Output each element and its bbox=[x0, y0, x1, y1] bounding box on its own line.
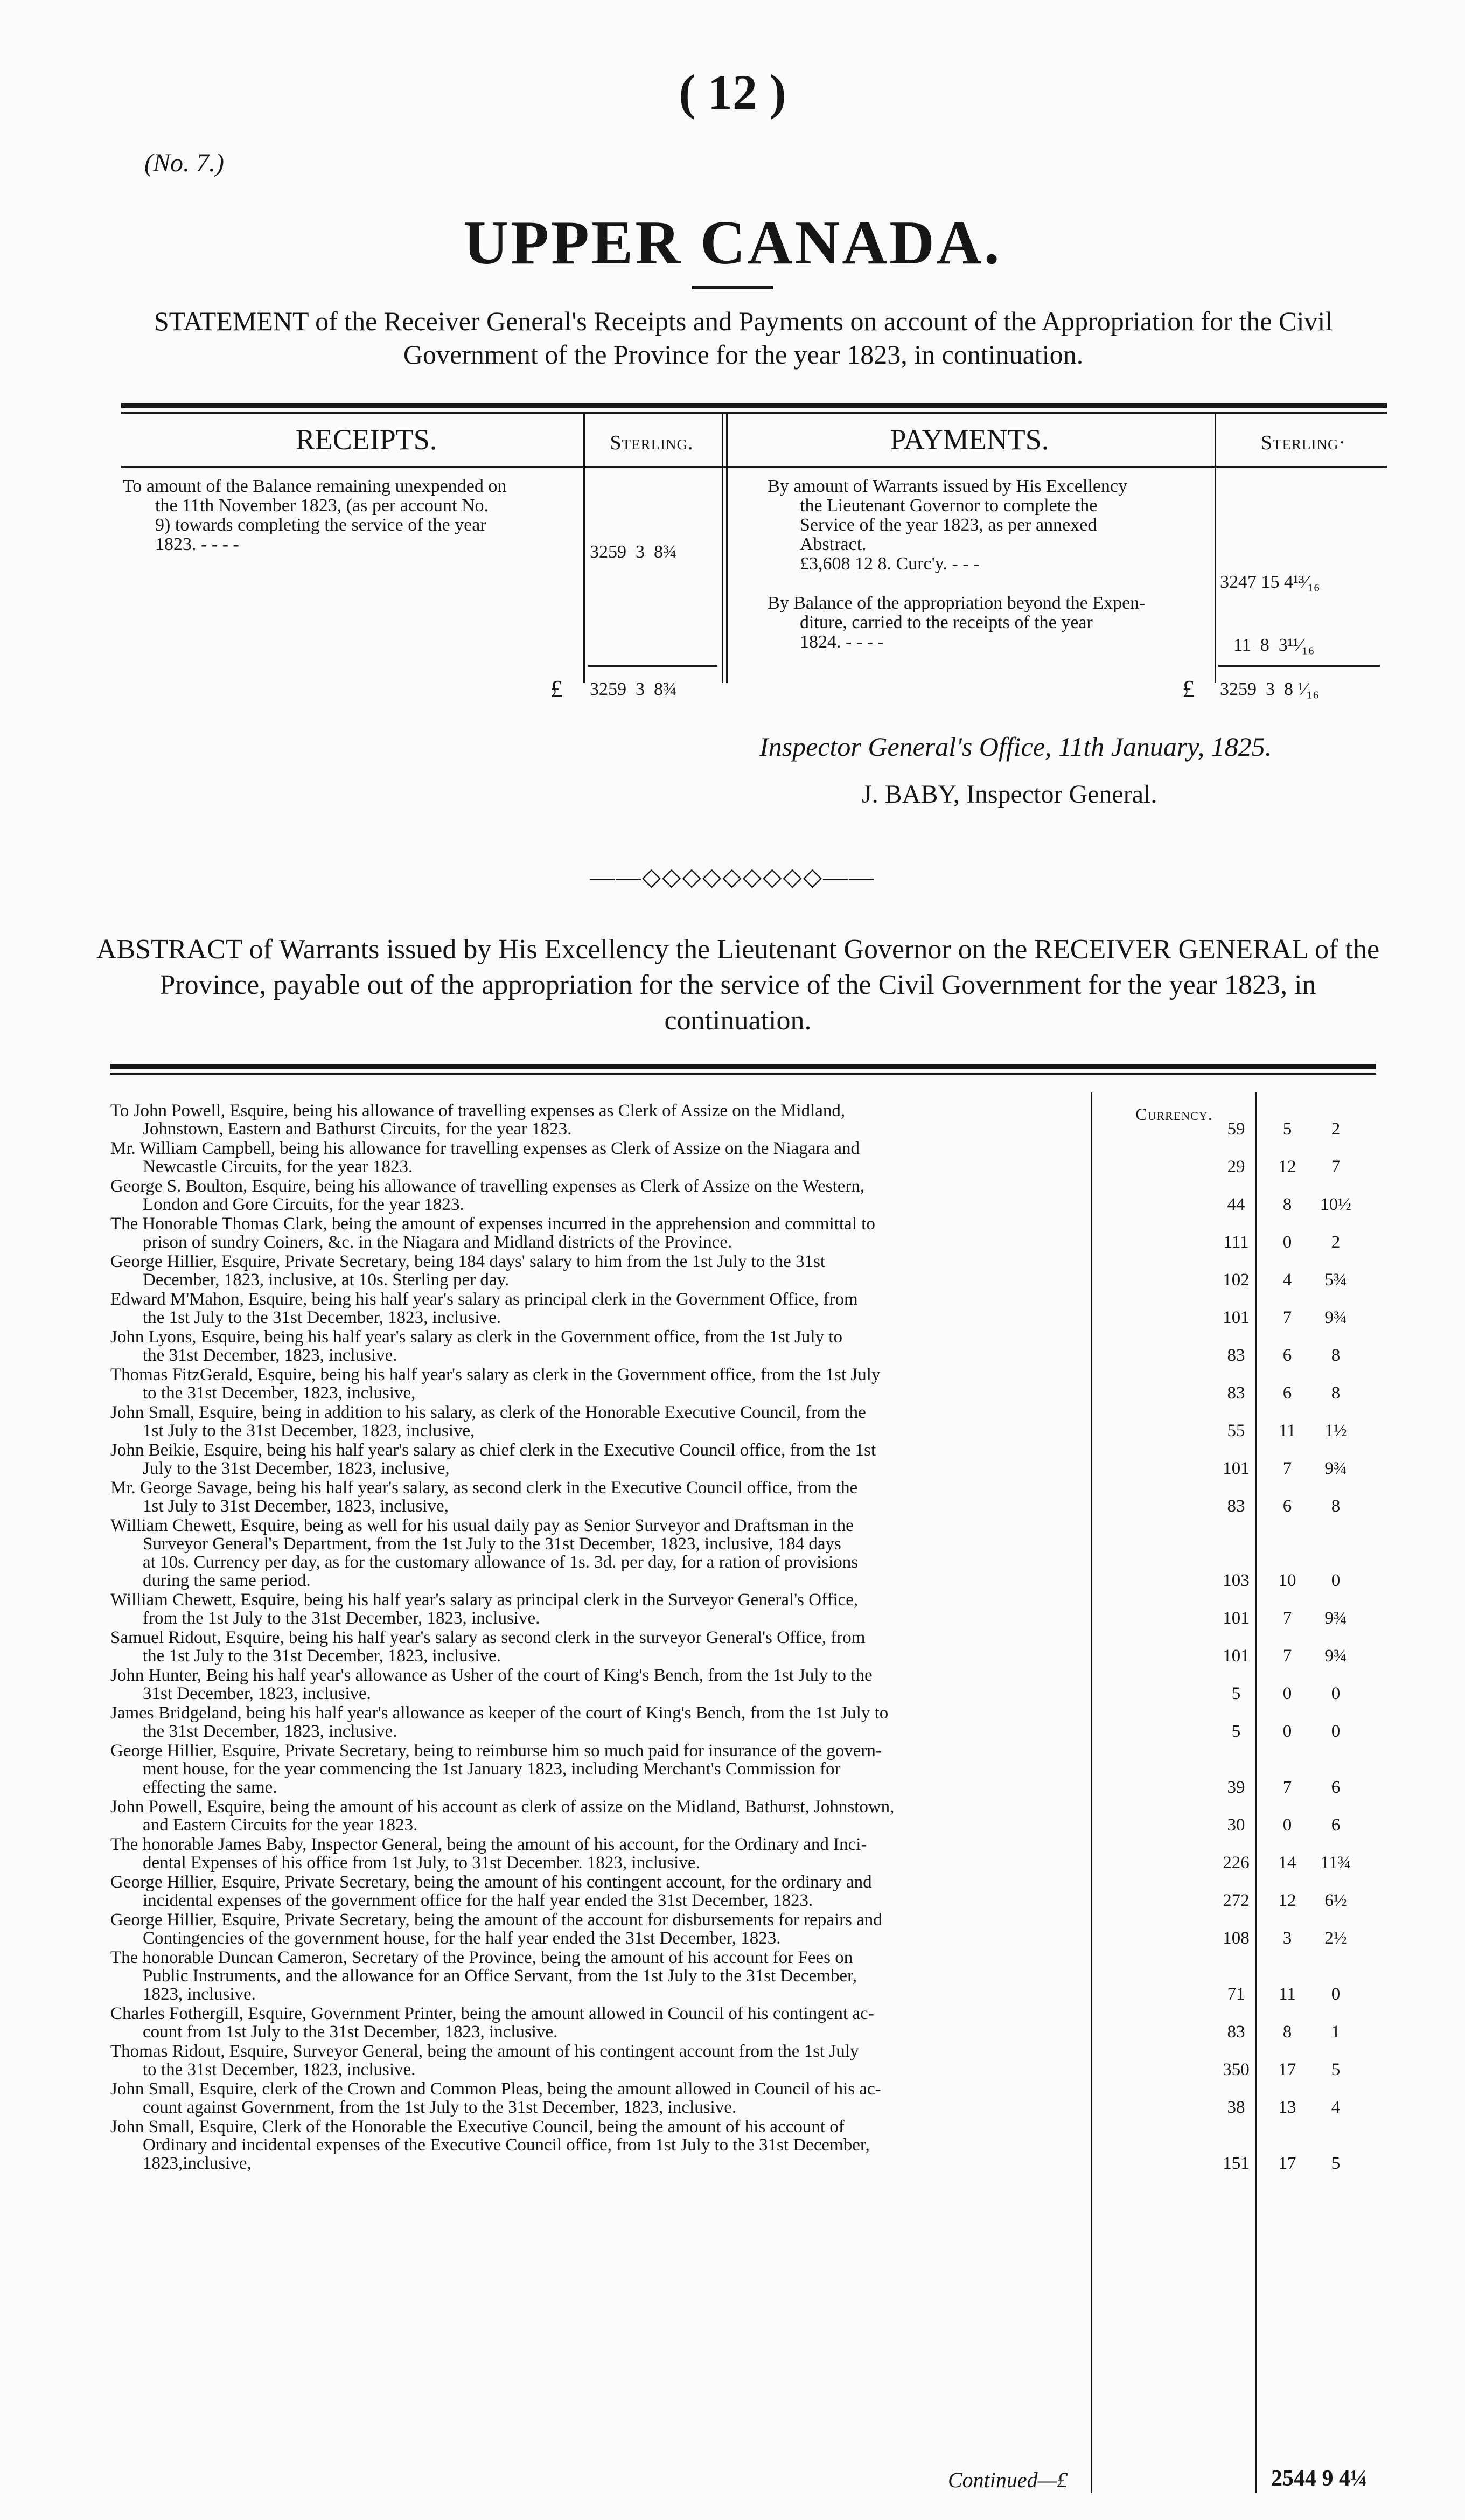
shillings-value: 12 bbox=[1278, 1891, 1296, 1910]
warrant-amount bbox=[1209, 1346, 1365, 1365]
table-row bbox=[110, 1403, 1347, 1440]
pence-value: 6 bbox=[1331, 1815, 1341, 1835]
shillings-value: 11 bbox=[1279, 1985, 1296, 2004]
shillings-value: 12 bbox=[1278, 1157, 1296, 1177]
pounds-value: 151 bbox=[1223, 2154, 1250, 2173]
warrant-amount bbox=[1209, 1195, 1365, 1214]
warrant-description: Mr. George Savage, being his half year's salary, as second clerk in the Executive Council office, from the 1st July to 31st December, 1823, inclusive, bbox=[110, 1478, 858, 1516]
pounds-value: 83 bbox=[1227, 1496, 1245, 1516]
shillings-value: 0 bbox=[1282, 1684, 1292, 1703]
table-row bbox=[110, 1666, 1341, 1703]
pound-symbol: £ bbox=[550, 675, 563, 702]
receipt-amount: 3259 3 8¾ bbox=[590, 542, 677, 562]
pounds-value: 101 bbox=[1223, 1646, 1250, 1666]
pence-value: 0 bbox=[1331, 1985, 1341, 2004]
table-row bbox=[110, 1516, 1341, 1590]
warrant-description: The honorable James Baby, Inspector General, being the amount of his account, for the Ordinary and Inci- dental Expenses of his office from 1st July, to 31st December. 1823, inclusive. bbox=[110, 1835, 867, 1872]
column-divider bbox=[583, 414, 585, 683]
pounds-value: 101 bbox=[1223, 1308, 1250, 1327]
pence-value: 1 bbox=[1331, 2022, 1341, 2042]
ornament-divider: ——◇◇◇◇◇◇◇◇◇—— bbox=[590, 863, 875, 890]
pence-value: 9¾ bbox=[1324, 1308, 1347, 1327]
pounds-value: 5 bbox=[1231, 1722, 1241, 1741]
pence-value: 11¾ bbox=[1320, 1853, 1351, 1872]
warrant-amount bbox=[1209, 1722, 1365, 1741]
warrant-amount bbox=[1209, 1816, 1365, 1834]
warrant-amount bbox=[1209, 1308, 1365, 1327]
shillings-value: 17 bbox=[1278, 2154, 1296, 2173]
warrant-description: John Beikie, Esquire, being his half year's salary as chief clerk in the Executive Council office, from the 1st July to the 31st December, 1823, inclusive, bbox=[110, 1440, 876, 1478]
warrant-amount bbox=[1209, 2154, 1365, 2173]
abstract-heading: ABSTRACT of Warrants issued by His Excellency the Lieutenant Governor on the RECEIVER GENERAL of the Province, payable out of the appropriation for the service of the Civil Government for the year 1823, in continuation. bbox=[96, 934, 1380, 1036]
warrant-amount bbox=[1209, 1609, 1365, 1627]
shillings-value: 0 bbox=[1282, 1815, 1292, 1835]
warrant-description: Thomas Ridout, Esquire, Surveyor General, being the amount of his contingent account from the 1st July to the 31st December, 1823, inclusive. bbox=[110, 2042, 859, 2079]
pence-value: 6 bbox=[1331, 1778, 1341, 1797]
pounds-value: 39 bbox=[1227, 1778, 1245, 1797]
table-row bbox=[110, 1252, 1347, 1290]
pounds-value: 350 bbox=[1223, 2060, 1250, 2079]
table-row bbox=[110, 1741, 1341, 1797]
pence-value: 5 bbox=[1331, 2060, 1341, 2079]
warrant-description: The Honorable Thomas Clark, being the amount of expenses incurred in the apprehension and committal to prison of sundry Coiners, &c. in the Niagara and Midland districts of the Province. bbox=[110, 1214, 875, 1252]
pence-value: 5¾ bbox=[1324, 1270, 1347, 1290]
warrant-amount bbox=[1209, 1571, 1365, 1590]
table-row bbox=[110, 1835, 1351, 1872]
shillings-value: 7 bbox=[1282, 1778, 1292, 1797]
pence-value: 10½ bbox=[1320, 1195, 1351, 1214]
table-row bbox=[110, 1327, 1341, 1365]
header-bottom-rule bbox=[121, 466, 1387, 468]
warrant-description: George S. Boulton, Esquire, being his allowance of travelling expenses as Clerk of Assize on the Western, London and Gore Circuits, for the year 1823. bbox=[110, 1177, 865, 1214]
warrant-description: George Hillier, Esquire, Private Secretary, being the amount of the account for disbursements for repairs and Contingencies of the government house, for the half year ended the 31st December, 1823. bbox=[110, 1910, 882, 1948]
shillings-value: 7 bbox=[1282, 1609, 1292, 1628]
pence-value: 9¾ bbox=[1324, 1609, 1347, 1628]
warrant-description: Mr. William Campbell, being his allowance for travelling expenses as Clerk of Assize on the Niagara and Newcastle Circuits, for the year 1823. bbox=[110, 1139, 860, 1177]
pounds-value: 29 bbox=[1227, 1157, 1245, 1177]
pence-value: 2½ bbox=[1324, 1929, 1347, 1948]
pounds-value: 55 bbox=[1227, 1421, 1245, 1440]
payments-sum-rule bbox=[1218, 665, 1380, 667]
receipts-total: 3259 3 8¾ bbox=[590, 679, 677, 699]
shillings-value: 6 bbox=[1282, 1346, 1292, 1365]
payments-heading: PAYMENTS. bbox=[890, 423, 1049, 456]
shillings-value: 6 bbox=[1282, 1383, 1292, 1403]
table-row bbox=[110, 1365, 1341, 1403]
shillings-value: 6 bbox=[1282, 1496, 1292, 1516]
pence-value: 4 bbox=[1331, 2098, 1341, 2117]
table-row bbox=[110, 1628, 1347, 1666]
warrant-description: George Hillier, Esquire, Private Secretary, being to reimburse him so much paid for insurance of the govern- ment house, for the year commencing the 1st January 1823, including Merchant's Commission for effecting the same. bbox=[110, 1741, 882, 1797]
pounds-value: 108 bbox=[1223, 1929, 1250, 1948]
warrant-description: George Hillier, Esquire, Private Secretary, being the amount of his contingent account, for the ordinary and incidental expenses of the government office for the half year ended the 31st December, 1823. bbox=[110, 1872, 872, 1910]
warrant-description: John Small, Esquire, clerk of the Crown and Common Pleas, being the amount allowed in Council of his ac- count against Government, from the 1st July to the 31st December, 1823, inclusive. bbox=[110, 2079, 881, 2117]
pounds-value: 5 bbox=[1231, 1684, 1241, 1703]
shillings-value: 8 bbox=[1282, 2022, 1292, 2042]
table-row bbox=[110, 1872, 1347, 1910]
shillings-value: 11 bbox=[1279, 1421, 1296, 1440]
payment-amount: 11 8 3¹¹⁄₁₆ bbox=[1233, 635, 1315, 655]
warrant-description: John Hunter, Being his half year's allowance as Usher of the court of King's Bench, from the 1st July to the 31st December, 1823, inclusive. bbox=[110, 1666, 873, 1703]
shillings-value: 14 bbox=[1278, 1853, 1296, 1872]
shillings-value: 10 bbox=[1278, 1571, 1296, 1590]
receipts-sum-rule bbox=[588, 665, 717, 667]
warrant-description: Charles Fothergill, Esquire, Government Printer, being the amount allowed in Council of his contingent ac- count from 1st July to the 31st December, 1823, inclusive. bbox=[110, 2004, 874, 2042]
warrant-amount bbox=[1209, 2060, 1365, 2079]
column-divider bbox=[722, 414, 723, 683]
statement-heading: STATEMENT of the Receiver General's Receipts and Payments on account of the Appropriation for the Civil Government of the Province for the year 1823, in continuation. bbox=[154, 306, 1333, 370]
shillings-value: 3 bbox=[1282, 1929, 1292, 1948]
warrant-amount bbox=[1209, 1233, 1365, 1251]
inspector-office-date: Inspector General's Office, 11th January, 1825. bbox=[759, 732, 1272, 762]
warrant-description: To John Powell, Esquire, being his allowance of travelling expenses as Clerk of Assize on the Midland, Johnstown, Eastern and Bathurst Circuits, for the year 1823. bbox=[110, 1101, 846, 1139]
warrant-amount bbox=[1209, 1985, 1365, 2003]
table-row bbox=[110, 1101, 1341, 1139]
pounds-value: 111 bbox=[1223, 1233, 1249, 1252]
pence-value: 2 bbox=[1331, 1119, 1341, 1139]
warrant-amount bbox=[1209, 1422, 1365, 1440]
pence-value: 9¾ bbox=[1324, 1459, 1347, 1478]
continued-label: Continued—£ bbox=[948, 2468, 1068, 2492]
warrant-description: John Small, Esquire, being in addition to his salary, as clerk of the Honorable Executive Council, from the 1st July to the 31st December, 1823, inclusive, bbox=[110, 1403, 866, 1440]
table-row bbox=[110, 1703, 1341, 1741]
pounds-value: 83 bbox=[1227, 1383, 1245, 1403]
pounds-value: 59 bbox=[1227, 1119, 1245, 1139]
payment-entry: By Balance of the appropriation beyond the Expen- diture, carried to the receipts of the year 1824. - - - - bbox=[768, 593, 1146, 652]
table-row bbox=[110, 2042, 1341, 2079]
column-divider bbox=[726, 414, 728, 683]
warrant-list bbox=[110, 1102, 1371, 2459]
warrants-total: 2544 9 4¼ bbox=[1271, 2466, 1368, 2491]
pence-value: 0 bbox=[1331, 1571, 1341, 1590]
pence-value: 0 bbox=[1331, 1722, 1341, 1741]
pence-value: 1½ bbox=[1324, 1421, 1347, 1440]
column-divider bbox=[1215, 414, 1216, 683]
warrant-amount bbox=[1209, 1384, 1365, 1402]
pounds-value: 44 bbox=[1227, 1195, 1245, 1214]
warrant-amount bbox=[1209, 1891, 1365, 1910]
pence-value: 8 bbox=[1331, 1496, 1341, 1516]
shillings-value: 7 bbox=[1282, 1308, 1292, 1327]
warrant-amount bbox=[1209, 1647, 1365, 1665]
shillings-value: 5 bbox=[1282, 1119, 1292, 1139]
warrant-amount bbox=[1209, 1497, 1365, 1515]
table-top-rule-thin bbox=[121, 412, 1387, 414]
table-row bbox=[110, 2079, 1341, 2117]
table-top-rule bbox=[110, 1064, 1376, 1069]
pounds-value: 83 bbox=[1227, 1346, 1245, 1365]
warrant-description: Thomas FitzGerald, Esquire, being his half year's salary as clerk in the Government office, from the 1st July to the 31st December, 1823, inclusive, bbox=[110, 1365, 881, 1403]
shillings-value: 7 bbox=[1282, 1646, 1292, 1666]
pence-value: 5 bbox=[1331, 2154, 1341, 2173]
warrant-description: John Small, Esquire, Clerk of the Honorable the Executive Council, being the amount of his account of Ordinary and incidental expenses of the Executive Council office, from 1st July to the 31st December, 1823,inclusive, bbox=[110, 2117, 870, 2173]
table-row bbox=[110, 1177, 1351, 1214]
table-row bbox=[110, 1797, 1341, 1835]
shillings-value: 7 bbox=[1282, 1459, 1292, 1478]
payments-total: 3259 3 8 ¹⁄₁₆ bbox=[1220, 679, 1320, 699]
warrant-description: George Hillier, Esquire, Private Secretary, being 184 days' salary to him from the 1st July to the 31st December, 1823, inclusive, at 10s. Sterling per day. bbox=[110, 1252, 826, 1290]
warrant-amount bbox=[1209, 1684, 1365, 1703]
pounds-value: 30 bbox=[1227, 1815, 1245, 1835]
receipts-heading: RECEIPTS. bbox=[295, 423, 437, 456]
shillings-value: 17 bbox=[1278, 2060, 1296, 2079]
warrant-amount bbox=[1209, 1271, 1365, 1289]
warrant-amount bbox=[1209, 1120, 1365, 1138]
table-row bbox=[110, 1948, 1341, 2004]
pounds-value: 38 bbox=[1227, 2098, 1245, 2117]
page-title: UPPER CANADA. bbox=[463, 208, 1002, 277]
document-number: (No. 7.) bbox=[144, 149, 224, 177]
warrant-amount bbox=[1209, 1459, 1365, 1478]
shillings-value: 13 bbox=[1278, 2098, 1296, 2117]
payment-amount: 3247 15 4¹³⁄₁₆ bbox=[1220, 572, 1320, 592]
pounds-value: 83 bbox=[1227, 2022, 1245, 2042]
pounds-value: 71 bbox=[1227, 1985, 1245, 2004]
pounds-value: 226 bbox=[1223, 1853, 1250, 1872]
warrant-description: James Bridgeland, being his half year's allowance as keeper of the court of King's Bench, from the 1st July to the 31st December, 1823, inclusive. bbox=[110, 1703, 889, 1741]
pence-value: 6½ bbox=[1324, 1891, 1347, 1910]
page-number: ( 12 ) bbox=[679, 65, 786, 120]
table-row bbox=[110, 1440, 1347, 1478]
sterling-heading-receipts: Sterling. bbox=[610, 431, 694, 454]
table-row bbox=[110, 1139, 1341, 1177]
warrant-description: Edward M'Mahon, Esquire, being his half year's salary as principal clerk in the Government Office, from the 1st July to the 31st December, 1823, inclusive. bbox=[110, 1290, 858, 1327]
pence-value: 8 bbox=[1331, 1383, 1341, 1403]
table-row bbox=[110, 2004, 1341, 2042]
inspector-signature: J. BABY, Inspector General. bbox=[862, 780, 1157, 809]
table-row bbox=[110, 2117, 1341, 2173]
shillings-value: 0 bbox=[1282, 1722, 1292, 1741]
pound-symbol: £ bbox=[1182, 675, 1195, 702]
pounds-value: 101 bbox=[1223, 1459, 1250, 1478]
table-row bbox=[110, 1214, 1341, 1252]
warrant-amount bbox=[1209, 1778, 1365, 1797]
pence-value: 9¾ bbox=[1324, 1646, 1347, 1666]
pounds-value: 102 bbox=[1223, 1270, 1250, 1290]
sterling-heading-payments: Sterling· bbox=[1260, 431, 1347, 454]
warrant-amount bbox=[1209, 1929, 1365, 1947]
table-top-rule bbox=[121, 403, 1387, 408]
pence-value: 2 bbox=[1331, 1233, 1341, 1252]
shillings-value: 4 bbox=[1282, 1270, 1292, 1290]
pounds-value: 103 bbox=[1223, 1571, 1250, 1590]
pounds-value: 272 bbox=[1223, 1891, 1250, 1910]
warrant-description: John Powell, Esquire, being the amount of his account as clerk of assize on the Midland, Bathurst, Johnstown, and Eastern Circuits for the year 1823. bbox=[110, 1797, 895, 1835]
receipt-entry: To amount of the Balance remaining unexpended on the 11th November 1823, (as per account No. 9) towards completing the service of the year 1823. - - - - bbox=[123, 476, 507, 554]
table-top-rule-thin bbox=[110, 1073, 1376, 1075]
warrant-description: William Chewett, Esquire, being his half year's salary as principal clerk in the Surveyor General's Office, from the 1st July to the 31st December, 1823, inclusive. bbox=[110, 1590, 859, 1628]
warrant-description: The honorable Duncan Cameron, Secretary of the Province, being the amount of his account for Fees on Public Instruments, and the allowance for an Office Servant, from the 1st July to the 31st December, 1823, inclusive. bbox=[110, 1948, 857, 2004]
shillings-value: 8 bbox=[1282, 1195, 1292, 1214]
currency-heading: Currency. bbox=[1135, 1104, 1213, 1124]
shillings-value: 0 bbox=[1282, 1233, 1292, 1252]
payment-entry: By amount of Warrants issued by His Excellency the Lieutenant Governor to complete the Service of the year 1823, as per annexed Abstract. £3,608 12 8. Curc'y. - - - bbox=[768, 476, 1127, 574]
warrant-amount bbox=[1209, 1854, 1365, 1872]
table-row bbox=[110, 1290, 1347, 1327]
warrant-description: John Lyons, Esquire, being his half year's salary as clerk in the Government office, from the 1st July to the 31st December, 1823, inclusive. bbox=[110, 1327, 842, 1365]
table-row bbox=[110, 1478, 1341, 1516]
pence-value: 0 bbox=[1331, 1684, 1341, 1703]
table-row bbox=[110, 1590, 1347, 1628]
warrant-amount bbox=[1209, 2098, 1365, 2117]
warrant-amount bbox=[1209, 2023, 1365, 2041]
title-underline bbox=[692, 286, 773, 289]
warrant-amount bbox=[1209, 1158, 1365, 1176]
pence-value: 8 bbox=[1331, 1346, 1341, 1365]
warrant-description: Samuel Ridout, Esquire, being his half year's salary as second clerk in the surveyor General's Office, from the 1st July to the 31st December, 1823, inclusive. bbox=[110, 1628, 866, 1666]
pounds-value: 101 bbox=[1223, 1609, 1250, 1628]
table-row bbox=[110, 1910, 1347, 1948]
pence-value: 7 bbox=[1331, 1157, 1341, 1177]
warrant-description: William Chewett, Esquire, being as well for his usual daily pay as Senior Surveyor and Draftsman in the Surveyor General's Department, from the 1st July to the 31st December, 1823, inclusive, 184 days at 10s. Currency per day, as for the customary allowance of 1s. 3d. per day, for a ration of provisions during the same period. bbox=[110, 1516, 859, 1590]
